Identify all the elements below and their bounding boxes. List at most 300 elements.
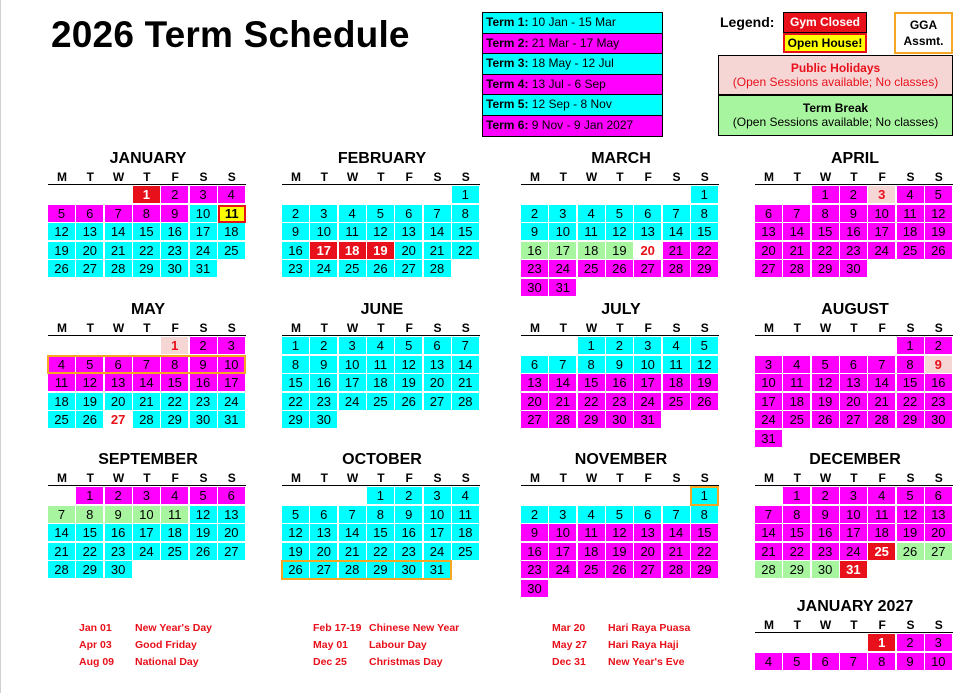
day-cell: 19 [606, 543, 634, 561]
day-cell: 25 [452, 543, 480, 561]
day-cell: 3 [840, 487, 868, 505]
weekday-header: T [616, 170, 624, 184]
weekday-header: S [227, 321, 236, 335]
term-dates: 13 Jul - 6 Sep [528, 76, 606, 91]
day-cell: 20 [105, 393, 133, 411]
month-calendar [48, 150, 248, 310]
day-cell: 11 [218, 205, 246, 223]
holiday-name: New Year's Eve [608, 656, 685, 668]
day-cell: 29 [812, 260, 840, 278]
day-cell: 12 [606, 223, 634, 241]
day-cell: 16 [521, 242, 549, 260]
weekday-header: S [934, 321, 943, 335]
day-cell: 2 [395, 487, 423, 505]
day-cell: 5 [812, 356, 840, 374]
day-cell: 14 [549, 374, 577, 392]
day-cell: 15 [691, 524, 719, 542]
day-cell: 19 [812, 393, 840, 411]
day-cell: 5 [48, 205, 76, 223]
day-cell: 17 [424, 524, 452, 542]
term-label: Term 3: [486, 56, 529, 70]
day-cell: 9 [897, 653, 925, 671]
weekday-header: M [57, 170, 67, 184]
day-cell: 13 [76, 223, 104, 241]
day-cell: 3 [755, 356, 783, 374]
day-cell: 1 [133, 186, 161, 204]
weekday-header: T [793, 618, 801, 632]
weekday-header: S [227, 170, 236, 184]
weekday-header: W [346, 170, 359, 184]
term-row [483, 75, 662, 96]
day-cell: 3 [424, 487, 452, 505]
day-cell: 19 [691, 374, 719, 392]
day-cell: 23 [395, 543, 423, 561]
day-cell: 1 [282, 337, 310, 355]
day-cell: 21 [663, 543, 691, 561]
weekday-header: M [291, 471, 301, 485]
term-dates: 18 May - 12 Jul [528, 56, 614, 70]
day-cell: 20 [840, 393, 868, 411]
day-cell: 14 [663, 223, 691, 241]
day-cell: 6 [634, 506, 662, 524]
day-cell: 24 [310, 260, 338, 278]
day-cell: 9 [190, 356, 218, 374]
day-cell: 29 [133, 260, 161, 278]
day-cell: 5 [691, 337, 719, 355]
day-cell: 31 [190, 260, 218, 278]
month-calendar [755, 150, 955, 310]
day-cell: 3 [310, 205, 338, 223]
holiday-name: Labour Day [369, 639, 427, 651]
weekday-header: M [291, 170, 301, 184]
day-cell: 26 [691, 393, 719, 411]
day-cell: 29 [783, 561, 811, 579]
holiday-entry [79, 656, 199, 668]
weekday-header: M [530, 170, 540, 184]
day-cell: 15 [897, 374, 925, 392]
day-cell: 14 [105, 223, 133, 241]
day-cell: 6 [395, 205, 423, 223]
day-cell: 26 [606, 561, 634, 579]
weekday-header: F [878, 471, 886, 485]
weekday-header: F [644, 471, 652, 485]
day-cell: 26 [395, 393, 423, 411]
day-cell: 9 [282, 223, 310, 241]
day-cell: 4 [663, 337, 691, 355]
day-cell: 1 [367, 487, 395, 505]
day-cell: 1 [452, 186, 480, 204]
day-cell: 20 [634, 242, 662, 260]
weekday-header: W [819, 321, 832, 335]
day-cell: 22 [691, 242, 719, 260]
day-cell: 5 [925, 186, 953, 204]
legend-gga-line1: GGA [909, 18, 938, 32]
day-cell: 19 [282, 543, 310, 561]
day-cell: 3 [190, 186, 218, 204]
day-cell: 29 [691, 260, 719, 278]
day-cell: 4 [367, 337, 395, 355]
day-cell: 22 [452, 242, 480, 260]
holiday-name: Hari Raya Haji [608, 639, 679, 651]
day-cell: 6 [634, 205, 662, 223]
day-cell: 22 [76, 543, 104, 561]
day-cell: 24 [424, 543, 452, 561]
day-cell: 1 [812, 186, 840, 204]
weekday-header: S [227, 471, 236, 485]
day-cell: 21 [452, 374, 480, 392]
month-calendar [282, 150, 482, 310]
day-cell: 10 [868, 205, 896, 223]
day-cell: 6 [755, 205, 783, 223]
weekday-header: T [320, 170, 328, 184]
weekday-header: S [461, 321, 470, 335]
day-cell: 18 [452, 524, 480, 542]
day-cell: 15 [691, 223, 719, 241]
day-cell: 17 [840, 524, 868, 542]
weekday-header: M [57, 321, 67, 335]
day-cell: 20 [310, 543, 338, 561]
weekday-header: T [377, 471, 385, 485]
day-cell: 20 [218, 524, 246, 542]
day-cell: 16 [812, 524, 840, 542]
day-cell: 28 [424, 260, 452, 278]
month-name: SEPTEMBER [98, 451, 198, 468]
term-label: Term 5: [486, 97, 529, 111]
day-cell: 16 [840, 223, 868, 241]
legend-term-break [718, 95, 953, 136]
day-cell: 14 [424, 223, 452, 241]
weekday-header: M [57, 471, 67, 485]
day-cell: 20 [424, 374, 452, 392]
day-cell: 3 [339, 337, 367, 355]
day-cell: 12 [395, 356, 423, 374]
weekday-header: T [850, 618, 858, 632]
day-cell: 30 [190, 411, 218, 429]
day-cell: 10 [133, 506, 161, 524]
day-cell: 9 [521, 223, 549, 241]
day-cell: 7 [48, 506, 76, 524]
day-cell: 18 [218, 223, 246, 241]
weekday-header: S [906, 170, 915, 184]
day-cell: 27 [395, 260, 423, 278]
day-cell: 17 [755, 393, 783, 411]
day-cell: 28 [755, 561, 783, 579]
day-cell: 1 [691, 186, 719, 204]
term-dates: 21 Mar - 17 May [528, 35, 620, 50]
day-cell: 16 [310, 374, 338, 392]
weekday-header: F [878, 321, 886, 335]
day-cell: 6 [925, 487, 953, 505]
weekday-header: T [320, 321, 328, 335]
weekday-header: S [433, 471, 442, 485]
day-cell: 30 [840, 260, 868, 278]
day-cell: 4 [783, 356, 811, 374]
weekday-header: M [291, 321, 301, 335]
day-cell: 2 [897, 634, 925, 652]
day-cell: 15 [452, 223, 480, 241]
day-cell: 27 [310, 561, 338, 579]
term-dates: 10 Jan - 15 Mar [528, 15, 616, 29]
weekday-header: T [793, 471, 801, 485]
day-cell: 21 [755, 543, 783, 561]
day-cell: 15 [783, 524, 811, 542]
day-cell: 8 [161, 356, 189, 374]
day-cell: 6 [218, 487, 246, 505]
day-cell: 29 [76, 561, 104, 579]
day-cell: 10 [549, 524, 577, 542]
day-cell: 28 [549, 411, 577, 429]
day-cell: 29 [897, 411, 925, 429]
day-cell: 18 [578, 543, 606, 561]
day-cell: 22 [367, 543, 395, 561]
month-name: MAY [130, 301, 166, 318]
holiday-entry [552, 639, 679, 651]
day-cell: 4 [897, 186, 925, 204]
weekday-header: T [86, 321, 94, 335]
weekday-header: S [700, 321, 709, 335]
day-cell: 6 [76, 205, 104, 223]
day-cell: 25 [578, 561, 606, 579]
weekday-header: F [644, 170, 652, 184]
term-label: Term 6: [486, 117, 529, 132]
day-cell: 19 [190, 524, 218, 542]
day-cell: 23 [925, 393, 953, 411]
day-cell: 21 [663, 242, 691, 260]
day-cell: 31 [755, 430, 783, 448]
legend-public-holidays [718, 55, 953, 95]
day-cell: 2 [310, 337, 338, 355]
term-dates: 9 Nov - 9 Jan 2027 [528, 117, 634, 132]
day-cell: 12 [48, 223, 76, 241]
day-cell: 26 [367, 260, 395, 278]
day-cell: 20 [395, 242, 423, 260]
day-cell: 16 [105, 524, 133, 542]
day-cell: 19 [897, 524, 925, 542]
weekday-header: F [171, 471, 179, 485]
header-divider [755, 184, 953, 185]
day-cell: 9 [521, 524, 549, 542]
day-cell: 1 [691, 487, 719, 505]
day-cell: 17 [133, 524, 161, 542]
day-cell: 5 [395, 337, 423, 355]
day-cell: 16 [190, 374, 218, 392]
day-cell: 8 [282, 356, 310, 374]
weekday-header: M [764, 170, 774, 184]
day-cell: 6 [310, 506, 338, 524]
day-cell: 7 [840, 653, 868, 671]
day-cell: 30 [521, 279, 549, 297]
holiday-date: May 01 [313, 639, 349, 651]
header-divider [755, 335, 953, 336]
day-cell: 10 [339, 356, 367, 374]
day-cell: 8 [812, 205, 840, 223]
day-cell: 8 [578, 356, 606, 374]
day-cell: 2 [840, 186, 868, 204]
day-cell: 13 [840, 374, 868, 392]
day-cell: 10 [840, 506, 868, 524]
weekday-header: S [906, 471, 915, 485]
day-cell: 16 [161, 223, 189, 241]
header-divider [48, 485, 246, 486]
day-cell: 5 [367, 205, 395, 223]
term-label: Term 4: [486, 76, 529, 91]
day-cell: 13 [310, 524, 338, 542]
day-cell: 7 [133, 356, 161, 374]
weekday-header: S [934, 618, 943, 632]
holiday-date: Jan 01 [79, 622, 112, 634]
holiday-name: Chinese New Year [369, 622, 460, 634]
day-cell: 13 [424, 356, 452, 374]
weekday-header: M [530, 321, 540, 335]
header-divider [282, 184, 480, 185]
month-name: JUNE [360, 301, 404, 318]
day-cell: 24 [634, 393, 662, 411]
month-name: MARCH [591, 150, 651, 167]
day-cell: 12 [606, 524, 634, 542]
day-cell: 31 [549, 279, 577, 297]
holiday-date: Dec 31 [552, 656, 586, 668]
weekday-header: M [764, 321, 774, 335]
day-cell: 4 [218, 186, 246, 204]
holiday-entry [79, 622, 212, 634]
day-cell: 23 [105, 543, 133, 561]
weekday-header: T [143, 321, 151, 335]
month-calendar [755, 598, 955, 693]
day-cell: 12 [76, 374, 104, 392]
day-cell: 11 [578, 223, 606, 241]
header-divider [48, 335, 246, 336]
holiday-name: New Year's Day [135, 622, 213, 634]
weekday-header: T [559, 471, 567, 485]
day-cell: 22 [897, 393, 925, 411]
day-cell: 11 [452, 506, 480, 524]
day-cell: 17 [310, 242, 338, 260]
weekday-header: F [878, 618, 886, 632]
day-cell: 14 [452, 356, 480, 374]
day-cell: 26 [190, 543, 218, 561]
day-cell: 27 [634, 260, 662, 278]
day-cell: 3 [925, 634, 953, 652]
day-cell: 18 [663, 374, 691, 392]
legend-public-holidays-note: (Open Sessions available; No classes) [732, 75, 939, 89]
day-cell: 31 [634, 411, 662, 429]
day-cell: 25 [897, 242, 925, 260]
day-cell: 2 [161, 186, 189, 204]
weekday-header: T [793, 170, 801, 184]
weekday-header: S [700, 170, 709, 184]
day-cell: 30 [310, 411, 338, 429]
weekday-header: T [320, 471, 328, 485]
weekday-header: S [433, 170, 442, 184]
weekday-header: S [433, 321, 442, 335]
weekday-header: T [616, 321, 624, 335]
day-cell: 19 [395, 374, 423, 392]
day-cell: 12 [897, 506, 925, 524]
day-cell: 2 [105, 487, 133, 505]
day-cell: 23 [521, 561, 549, 579]
month-calendar [755, 451, 955, 611]
weekday-header: S [934, 170, 943, 184]
day-cell: 8 [76, 506, 104, 524]
day-cell: 18 [48, 393, 76, 411]
weekday-header: S [461, 471, 470, 485]
day-cell: 25 [339, 260, 367, 278]
day-cell: 18 [367, 374, 395, 392]
weekday-header: S [700, 471, 709, 485]
day-cell: 9 [310, 356, 338, 374]
day-cell: 10 [218, 356, 246, 374]
holiday-name: Good Friday [135, 639, 197, 651]
weekday-header: W [112, 471, 125, 485]
day-cell: 9 [161, 205, 189, 223]
weekday-header: T [143, 170, 151, 184]
day-cell: 12 [691, 356, 719, 374]
legend-term-break-title: Term Break [802, 101, 869, 115]
day-cell: 25 [783, 411, 811, 429]
term-dates: 12 Sep - 8 Nov [528, 97, 612, 111]
term-row [483, 54, 662, 75]
term-row [483, 95, 662, 116]
header-divider [48, 184, 246, 185]
month-calendar [48, 451, 248, 611]
holiday-date: Dec 25 [313, 656, 347, 668]
term-label: Term 2: [486, 35, 529, 50]
weekday-header: T [850, 170, 858, 184]
day-cell: 27 [424, 393, 452, 411]
weekday-header: T [143, 471, 151, 485]
month-name: DECEMBER [809, 451, 901, 468]
weekday-header: W [585, 471, 598, 485]
month-calendar [755, 301, 955, 461]
day-cell: 14 [48, 524, 76, 542]
day-cell: 28 [48, 561, 76, 579]
day-cell: 26 [76, 411, 104, 429]
day-cell: 23 [161, 242, 189, 260]
weekday-header: S [461, 170, 470, 184]
day-cell: 3 [133, 487, 161, 505]
day-cell: 21 [868, 393, 896, 411]
day-cell: 12 [367, 223, 395, 241]
day-cell: 15 [578, 374, 606, 392]
day-cell: 11 [367, 356, 395, 374]
weekday-header: W [346, 321, 359, 335]
day-cell: 1 [76, 487, 104, 505]
legend-label: Legend: [720, 14, 775, 30]
term-row [483, 13, 662, 34]
day-cell: 13 [395, 223, 423, 241]
day-cell: 11 [663, 356, 691, 374]
day-cell: 22 [282, 393, 310, 411]
day-cell: 11 [897, 205, 925, 223]
header-divider [282, 335, 480, 336]
day-cell: 23 [310, 393, 338, 411]
day-cell: 31 [840, 561, 868, 579]
day-cell: 18 [578, 242, 606, 260]
day-cell: 24 [190, 242, 218, 260]
day-cell: 13 [755, 223, 783, 241]
day-cell: 17 [549, 242, 577, 260]
day-cell: 4 [339, 205, 367, 223]
day-cell: 29 [161, 411, 189, 429]
day-cell: 25 [868, 543, 896, 561]
weekday-header: T [793, 321, 801, 335]
day-cell: 5 [783, 653, 811, 671]
day-cell: 8 [868, 653, 896, 671]
holiday-entry [313, 622, 459, 634]
legend-term-break-note: (Open Sessions available; No classes) [732, 115, 939, 129]
day-cell: 13 [634, 223, 662, 241]
day-cell: 12 [282, 524, 310, 542]
